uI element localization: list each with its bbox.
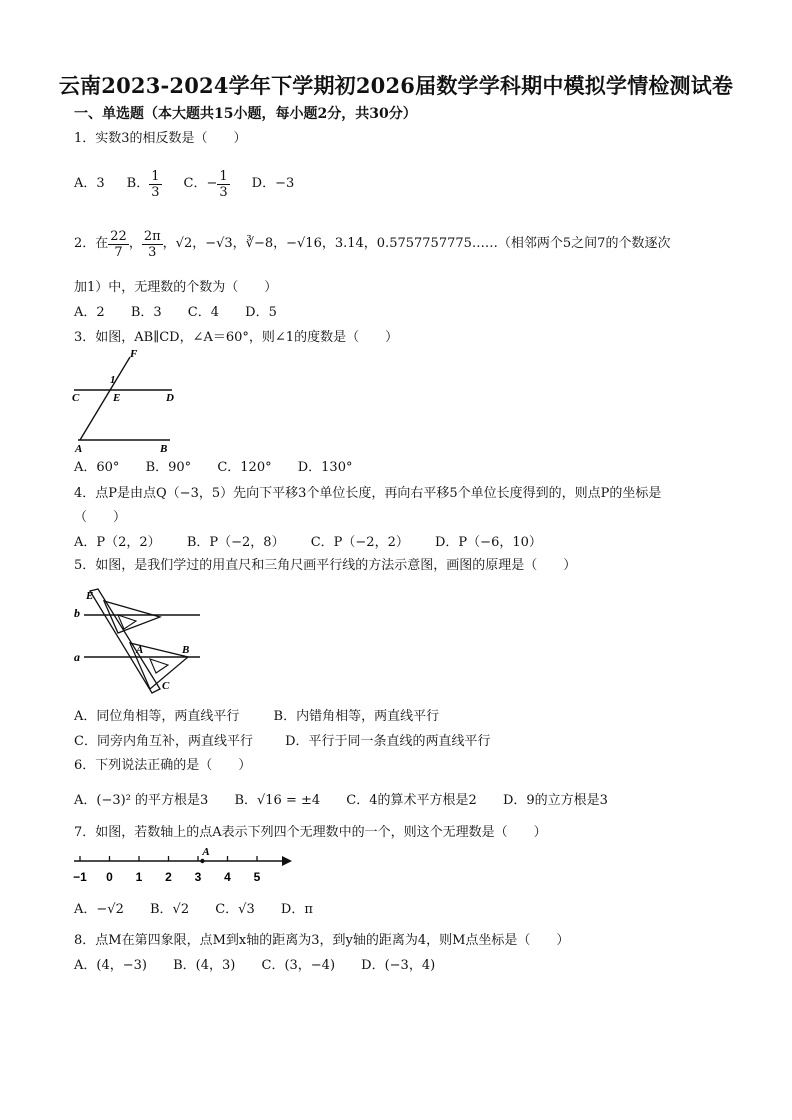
number-line-tick-label: 0 — [106, 870, 113, 884]
q8-options — [74, 958, 457, 974]
number-line-tick-label: 2 — [165, 870, 172, 884]
q7-option-c: C．√3 — [215, 902, 255, 917]
q3-option-b: B．90° — [145, 460, 192, 475]
q5-figure-ruler-triangle — [70, 585, 210, 700]
q6-option-c: C．4的算术平方根是2 — [346, 793, 477, 808]
q4-stem: 4．点P是由点Q（−3，5）先向下平移3个单位长度，再向右平移5个单位长度得到的，则点P的坐标是 — [74, 486, 662, 501]
q8-option-a: A．(4，−3) — [74, 958, 147, 973]
q5-option-a: A．同位角相等，两直线平行 — [74, 709, 240, 724]
q4-option-c: C．P（−2，2） — [310, 535, 409, 550]
q5-options-row2 — [74, 734, 491, 750]
q5-label-c: C — [162, 680, 170, 692]
q1-option-a: A．3 — [74, 176, 105, 191]
q6-option-d: D．9的立方根是3 — [502, 793, 608, 808]
q3-option-d: D．130° — [297, 460, 353, 475]
q3-label-e: E — [113, 392, 121, 404]
q5-label-e: E — [86, 590, 94, 602]
q1-option-c-label: C．− — [183, 176, 218, 191]
q1-stem: 1．实数3的相反数是（ ） — [74, 131, 247, 146]
q3-label-f: F — [130, 348, 138, 360]
q1-option-b-fraction: $\frac{1}{3}$ — [151, 168, 160, 200]
q2-stem: 2．在 $\frac{22}{7}$ ， $\frac{2\pi}{3}$ ，√2，−√3，∛−8，−√16，3.14，0.5757757775……（相邻两个5之间7的个数逐次 — [74, 228, 671, 260]
q4-options — [74, 535, 564, 551]
q5-stem: 5．如图，是我们学过的用直尺和三角尺画平行线的方法示意图，画图的原理是（ ） — [74, 558, 577, 573]
q3-option-c: C．120° — [217, 460, 272, 475]
number-line-point-a — [200, 859, 204, 863]
q4-line2: （ ） — [74, 510, 127, 525]
q2-option-d: D．5 — [245, 305, 277, 320]
q8-stem: 8．点M在第四象限，点M到x轴的距离为3，到y轴的距离为4，则M点坐标是（ ） — [74, 933, 570, 948]
q3-label-c: C — [72, 392, 80, 404]
number-line-tick-label: 5 — [253, 870, 261, 884]
q1-option-c-fraction: $\frac{1}{3}$ — [219, 168, 228, 200]
q1-options — [74, 164, 294, 204]
q2-line2: 加1）中，无理数的个数为（ ） — [74, 280, 278, 295]
q5-label-b-line: b — [74, 606, 80, 620]
q3-label-angle-1: 1 — [110, 374, 116, 386]
q6-options — [74, 793, 630, 809]
q3-label-b: B — [160, 443, 168, 455]
q5-options-row1 — [74, 709, 439, 725]
q6-option-a: A．(−3)² 的平方根是3 — [74, 793, 209, 808]
q4-option-a: A．P（2，2） — [74, 535, 161, 550]
q2-rest: ，√2，−√3，∛−8，−√16，3.14，0.5757757775……（相邻两个5之间7的个数逐次 — [162, 236, 671, 251]
q3-figure-parallel-lines — [70, 345, 190, 455]
q6-stem: 6．下列说法正确的是（ ） — [74, 758, 252, 773]
q2-option-a: A．2 — [74, 305, 105, 320]
q4-option-d: D．P（−6，10） — [435, 535, 542, 550]
q3-option-a: A．60° — [74, 460, 120, 475]
q5-label-a: A — [136, 644, 144, 656]
q7-option-a: A．−√2 — [74, 902, 124, 917]
number-line-tick-label: 1 — [135, 870, 143, 884]
q7-stem: 7．如图，若数轴上的点A表示下列四个无理数中的一个，则这个无理数是（ ） — [74, 825, 547, 840]
q8-option-d: D．(−3，4) — [361, 958, 436, 973]
q5-label-a-line: a — [74, 650, 80, 664]
exam-title: 云南2023-2024学年下学期初2026届数学学科期中模拟学情检测试卷 — [58, 73, 734, 98]
q5-option-b: B．内错角相等，两直线平行 — [273, 709, 440, 724]
number-line-point-a-label: A — [202, 846, 210, 858]
q2-option-c: C．4 — [187, 305, 219, 320]
q7-number-line — [70, 845, 300, 887]
q2-prefix: 2．在 — [74, 236, 109, 251]
number-line-tick-label: 3 — [194, 870, 202, 884]
q8-option-c: C．(3，−4) — [261, 958, 336, 973]
q2-fraction-2pi-3: $\frac{2\pi}{3}$ — [143, 228, 161, 260]
q4-option-b: B．P（−2，8） — [186, 535, 285, 550]
q3-stem: 3．如图，AB∥CD，∠A＝60°，则∠1的度数是（ ） — [74, 330, 399, 345]
number-line-tick-label: 4 — [224, 870, 231, 884]
q2-option-b: B．3 — [130, 305, 162, 320]
q2-fraction-22-7: $\frac{22}{7}$ — [110, 228, 127, 260]
number-line-tick-label: −1 — [73, 870, 87, 884]
q8-option-b: B．(4，3) — [173, 958, 236, 973]
q3-options — [74, 460, 374, 476]
q2-options — [74, 305, 299, 321]
q7-option-b: B．√2 — [149, 902, 190, 917]
q6-option-b: B．√16 = ±4 — [234, 793, 321, 808]
q3-label-a: A — [75, 443, 83, 455]
section-heading: 一、单选题（本大题共15小题，每小题2分，共30分） — [74, 106, 417, 122]
q5-label-b: B — [182, 644, 190, 656]
q7-option-d: D．π — [280, 902, 313, 917]
q5-option-d: D．平行于同一条直线的两直线平行 — [285, 734, 491, 749]
q1-option-b-label: B． — [126, 176, 150, 191]
q7-options — [74, 902, 335, 918]
q5-option-c: C．同旁内角互补，两直线平行 — [74, 734, 253, 749]
q3-label-d: D — [166, 392, 174, 404]
q1-option-d: D．−3 — [251, 176, 295, 191]
